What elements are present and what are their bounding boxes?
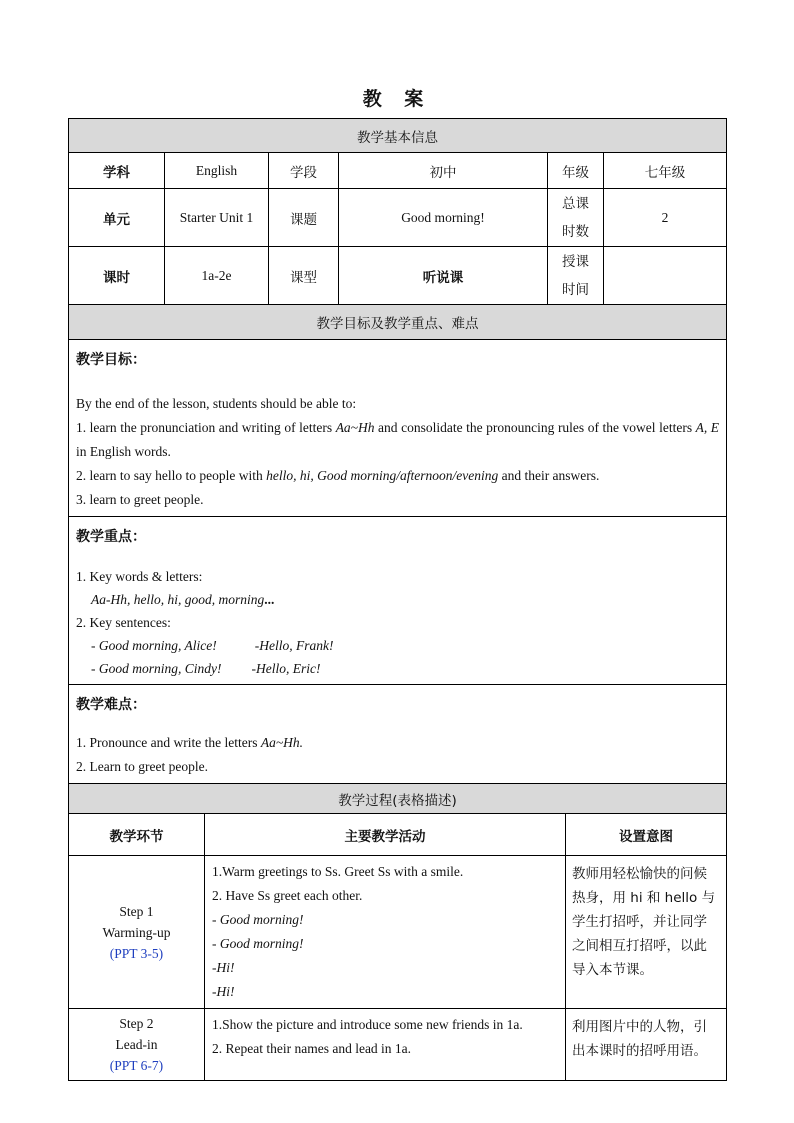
type-label: 课型 bbox=[269, 247, 339, 305]
process-table bbox=[68, 813, 727, 1081]
key-sentence-1 bbox=[76, 634, 719, 657]
objective-2-phrases: hello, hi, Good morning/afternoon/evening bbox=[266, 468, 499, 483]
difficulties-title: 教学难点： bbox=[76, 697, 146, 713]
unit-label: 单元 bbox=[69, 189, 165, 247]
objectives-intro: By the end of the lesson, students should be able to: bbox=[76, 396, 357, 411]
basic-info-header: 教学基本信息 bbox=[69, 119, 727, 153]
step-2-activity-1: 1.Show the picture and introduce some new friends in 1a. bbox=[212, 1017, 523, 1032]
period-value: 1a-2e bbox=[165, 247, 269, 305]
grade-value: 七年级 bbox=[604, 153, 727, 189]
basic-info-row-3 bbox=[69, 247, 727, 305]
objective-1-vowels: A, E bbox=[695, 420, 720, 435]
topic-label: 课题 bbox=[269, 189, 339, 247]
step-2-name: Lead-in bbox=[115, 1037, 158, 1052]
lesson-plan-table bbox=[68, 118, 727, 814]
step-1-dialogue-4: -Hi! bbox=[212, 984, 235, 999]
topic-value: Good morning! bbox=[339, 189, 548, 247]
subject-label: 学科 bbox=[69, 153, 165, 189]
difficulty-1-text: 1. Pronounce and write the letters bbox=[76, 735, 261, 750]
unit-value: Starter Unit 1 bbox=[165, 189, 269, 247]
key-sentence-2-a: - Good morning, Cindy! bbox=[91, 661, 222, 676]
grade-label: 年级 bbox=[548, 153, 604, 189]
step-1-name: Warming-up bbox=[102, 924, 171, 940]
difficulty-1-letters: Aa~Hh. bbox=[260, 735, 304, 750]
step-1-activity-6 bbox=[212, 980, 558, 1004]
key-points-block bbox=[69, 517, 727, 685]
teaching-time-value bbox=[604, 247, 727, 305]
teaching-time-label bbox=[548, 247, 604, 305]
total-periods-label bbox=[548, 189, 604, 247]
objectives-block bbox=[69, 340, 727, 517]
difficulty-2: 2. Learn to greet people. bbox=[76, 759, 208, 774]
step-2-ppt: (PPT 6-7) bbox=[109, 1058, 164, 1073]
objective-1-letters: Aa~Hh bbox=[335, 420, 375, 435]
process-row-step-1 bbox=[69, 856, 727, 1009]
objective-3: 3. learn to greet people. bbox=[76, 492, 204, 507]
key-words-list: Aa-Hh, hello, hi, good, morning bbox=[91, 592, 265, 607]
step-1-dialogue-3: -Hi! bbox=[212, 960, 235, 975]
step-1-cell bbox=[69, 856, 205, 1009]
lesson-plan-document bbox=[68, 118, 726, 1081]
objective-1-text-c: in English words. bbox=[76, 444, 171, 459]
objective-2-text-a: 2. learn to say hello to people with bbox=[76, 468, 267, 483]
step-2-cell bbox=[69, 1009, 205, 1081]
step-2-activities bbox=[205, 1009, 566, 1081]
subject-value: English bbox=[165, 153, 269, 189]
key-points-title: 教学重点： bbox=[76, 529, 146, 545]
difficulty-1 bbox=[76, 731, 719, 755]
time-label-line-2: 时间 bbox=[562, 281, 589, 298]
process-column-headers bbox=[69, 814, 727, 856]
time-label-line-1: 授课 bbox=[562, 253, 589, 270]
total-label-line-1: 总课 bbox=[562, 195, 589, 212]
key-sentence-2-b: -Hello, Eric! bbox=[251, 661, 321, 676]
difficulties-block bbox=[69, 685, 727, 784]
basic-info-row-1 bbox=[69, 153, 727, 189]
stage-value: 初中 bbox=[339, 153, 548, 189]
objective-1-text-b: and consolidate the pronouncing rules of the vowel letters bbox=[374, 420, 696, 435]
step-1-activity-3 bbox=[212, 908, 558, 932]
col-intent-header: 设置意图 bbox=[566, 814, 727, 856]
step-1-dialogue-1: - Good morning! bbox=[212, 912, 304, 927]
objective-2 bbox=[76, 464, 719, 488]
step-1-activity-1: 1.Warm greetings to Ss. Greet Ss with a smile. bbox=[212, 864, 464, 879]
key-point-2: 2. Key sentences: bbox=[76, 615, 171, 630]
step-2-intent: 利用图片中的人物，引出本课时的招呼用语。 bbox=[566, 1009, 727, 1081]
basic-info-row-2 bbox=[69, 189, 727, 247]
process-header: 教学过程(表格描述) bbox=[69, 784, 727, 814]
stage-label: 学段 bbox=[269, 153, 339, 189]
step-1-activity-4 bbox=[212, 932, 558, 956]
key-sentence-1-a: - Good morning, Alice! bbox=[91, 638, 217, 653]
key-sentence-1-b: -Hello, Frank! bbox=[254, 638, 334, 653]
objective-1-text-a: 1. learn the pronunciation and writing of letters bbox=[76, 420, 336, 435]
step-1-activity-2: 2. Have Ss greet each other. bbox=[212, 888, 363, 903]
goals-header: 教学目标及教学重点、难点 bbox=[69, 305, 727, 340]
type-value: 听说课 bbox=[339, 247, 548, 305]
step-1-ppt: (PPT 3-5) bbox=[109, 945, 164, 961]
step-1-activity-5 bbox=[212, 956, 558, 980]
step-2-activity-2: 2. Repeat their names and lead in 1a. bbox=[212, 1041, 412, 1056]
objective-1 bbox=[76, 416, 719, 464]
key-words-ellipsis: ... bbox=[264, 592, 275, 607]
key-point-1: 1. Key words & letters: bbox=[76, 569, 203, 584]
process-row-step-2 bbox=[69, 1009, 727, 1081]
total-periods-value: 2 bbox=[604, 189, 727, 247]
key-sentence-2 bbox=[76, 657, 719, 680]
objective-2-text-b: and their answers. bbox=[498, 468, 600, 483]
step-1-number: Step 1 bbox=[119, 903, 154, 919]
objectives-title: 教学目标： bbox=[76, 352, 146, 368]
col-activity-header: 主要教学活动 bbox=[205, 814, 566, 856]
step-1-activities bbox=[205, 856, 566, 1009]
step-1-dialogue-2: - Good morning! bbox=[212, 936, 304, 951]
step-1-intent: 教师用轻松愉快的问候热身，用 hi 和 hello 与学生打招呼，并让同学之间相互打招呼，以此导入本节课。 bbox=[566, 856, 727, 1009]
period-label: 课时 bbox=[69, 247, 165, 305]
total-label-line-2: 时数 bbox=[562, 223, 589, 240]
key-words bbox=[76, 588, 719, 611]
page-title: 教 案 bbox=[362, 88, 432, 110]
step-2-number: Step 2 bbox=[119, 1016, 154, 1031]
col-stage-header: 教学环节 bbox=[69, 814, 205, 856]
